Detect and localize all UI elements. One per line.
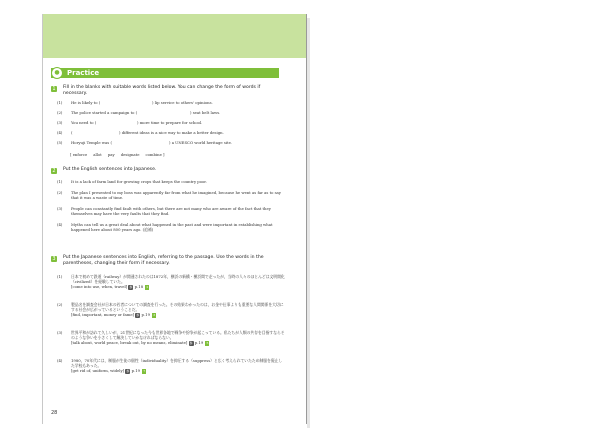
circle-number-icon: ● [51,67,63,79]
reference-badge: 参 [189,340,193,345]
line-tag: 2 [146,284,149,289]
section-number-2: 2 [52,168,56,174]
practice-title: Practice [67,69,100,77]
reference-badge: 参 [136,312,140,317]
line-tag: 3 [153,312,156,317]
section-number-3: 3 [52,256,56,262]
section2-heading: Put the English sentences into Japanese. [63,167,157,172]
reference-badge: 参 [129,284,133,289]
section-number-1: 1 [52,86,56,92]
document-page: ● Practice 1 Fill in the blanks with suitable words listed below. You can change the form of words if necessary. (1) He is likely to ( ) lip service to others' opinions. (2) The police started a campaign to ( ) seat belt laws. (3) You need to ( ) more time to prepare for school. (4) ( ) different ideas is a nice way to make a better design. (5) Horyuji Temple was ( ) a UNESCO world heritage site. [ enforce allot pay designate combine ] 2 Put the English sentences into Japanese. (1) It is a lack of farm land for growing crops that keeps the country poor. (2) The plan I presented to my boss was apparently far from what he imagined, because he went as far as to say that it was a waste of time. (3) People can constantly find fault with others, but there are not many who are aware of the fact that they themselves may have the very faults that they find. (4) Myths can tell us a great deal about what happened in the past and were important in establishing what happened here about 800 years ago. (追補) 3 Put the Japanese sentences into English, referring to the passage. Use the words in the parentheses, changing their form if necessary. (1) 日本で初めて鉄道（railway）が開通されたのは1872年，横浜の新橋・横浜間で走ったが，当時の人々のほとんどは文明開化（civilized）を経験していた。 [come into use, when, travel] 参 p.18 2 (2) 製品名を調査会社が日本の若者についての調査を行った。その結果わかったのは，お金や仕事よりも重要な人間関係を大切にする社会が広がっているということだ。 [find, important, money or fame] 参 p.19 3 (3) 世界平和が訪れて久しいが，21世紀になった今も世界各地で戦争や紛争が起こっている。私たちが人類の共存を目指すならそのような争いを小さくして解決していかなければならない。 [talk about, world peace, break out, by no means, eliminate] 参 p.19 5 (4) 1980，70年代には，制服が生徒の個性（individuality）を抑圧する（suppress）と広く考えられていたため制服を廃止した学校もあった。 [get rid of, uniform, widely] 参 p.19 7 28 [42,14,307,424]
header-banner [43,14,306,58]
section3-heading: Put the Japanese sentences into English, referring to the passage. Use the words in the parentheses, changing their form if necessary. [63,255,264,266]
page-number: 28 [51,410,58,416]
word-choices: [ enforce allot pay designate combine ] [70,152,165,157]
line-tag: 5 [206,340,209,345]
reference-badge: 参 [126,368,130,373]
line-tag: 7 [143,368,146,373]
section1-heading: Fill in the blanks with suitable words listed below. You can change the form of words if necessary. [63,85,261,96]
